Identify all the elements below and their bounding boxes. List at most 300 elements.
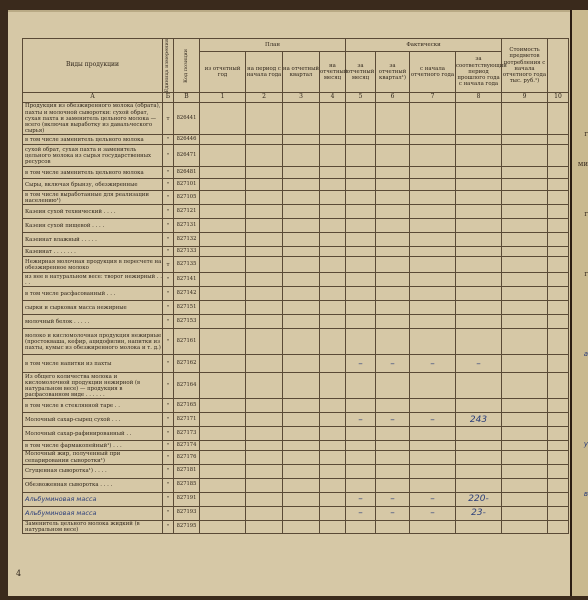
row-value-c6	[376, 373, 410, 399]
row-product-name: Казеин сухой технический . . . .	[23, 205, 163, 219]
row-value-c8	[456, 103, 502, 135]
row-empty-cell	[246, 373, 283, 399]
row-empty-cell	[548, 520, 569, 533]
table-row	[23, 399, 569, 413]
header-sub-c2: на период с начала года	[246, 51, 283, 93]
table-row	[23, 427, 569, 441]
row-empty-cell	[283, 205, 320, 219]
row-product-name: Продукция из обезжиренного молока (обрата), пахты и молочной сыворотки: сухой обрат, сухая пахта и заменитель цельного молока — всего (включая выработку из давальческого сырья)	[23, 103, 163, 135]
row-unit: "	[163, 492, 174, 506]
row-empty-cell	[320, 506, 346, 520]
row-empty-cell	[283, 287, 320, 301]
row-empty-cell	[320, 247, 346, 257]
row-value-c7: –	[410, 413, 456, 427]
row-value-c6	[376, 287, 410, 301]
row-unit: "	[163, 355, 174, 373]
row-value-c6	[376, 233, 410, 247]
row-empty-cell	[283, 478, 320, 492]
column-number: 1	[200, 93, 246, 103]
row-unit: "	[163, 145, 174, 167]
row-empty-cell	[548, 451, 569, 464]
row-value-c7	[410, 478, 456, 492]
row-empty-cell	[200, 373, 246, 399]
row-empty-cell	[502, 478, 548, 492]
table-row	[23, 135, 569, 145]
row-value-c5	[346, 135, 376, 145]
row-value-c8	[456, 373, 502, 399]
header-sub-c4: на отчетный месяц	[320, 51, 346, 93]
row-value-c8	[456, 287, 502, 301]
row-product-name: сухой обрат, сухая пахта и заменитель цельного молока из сырья государственных ресурсов	[23, 145, 163, 167]
row-empty-cell	[283, 301, 320, 315]
row-unit: "	[163, 247, 174, 257]
row-empty-cell	[320, 492, 346, 506]
row-value-c5	[346, 441, 376, 451]
production-table	[22, 38, 569, 534]
row-value-c7	[410, 167, 456, 179]
row-empty-cell	[246, 441, 283, 451]
row-empty-cell	[502, 451, 548, 464]
row-value-c5	[346, 191, 376, 205]
row-value-c5	[346, 233, 376, 247]
row-empty-cell	[548, 257, 569, 273]
row-code: 827165	[174, 399, 200, 413]
row-empty-cell	[283, 464, 320, 478]
row-code: 827135	[174, 257, 200, 273]
row-empty-cell	[502, 492, 548, 506]
row-empty-cell	[283, 315, 320, 329]
row-code: 827133	[174, 247, 200, 257]
row-value-c7	[410, 273, 456, 287]
row-value-c5	[346, 301, 376, 315]
row-empty-cell	[548, 287, 569, 301]
row-empty-cell	[283, 179, 320, 191]
header-code: Код позиции	[174, 39, 200, 93]
header-plan: План	[200, 39, 346, 52]
row-unit: т	[163, 103, 174, 135]
row-value-c8	[456, 399, 502, 413]
row-value-c6	[376, 219, 410, 233]
row-value-c8	[456, 135, 502, 145]
row-value-c5	[346, 179, 376, 191]
row-unit: "	[163, 413, 174, 427]
row-empty-cell	[548, 506, 569, 520]
row-code: 827121	[174, 205, 200, 219]
row-empty-cell	[283, 441, 320, 451]
row-unit: "	[163, 219, 174, 233]
row-empty-cell	[320, 399, 346, 413]
row-product-name: в том числе в стеклянной таре . .	[23, 399, 163, 413]
row-value-c8	[456, 329, 502, 355]
row-unit: "	[163, 233, 174, 247]
row-empty-cell	[320, 451, 346, 464]
row-empty-cell	[502, 179, 548, 191]
table-row	[23, 373, 569, 399]
row-empty-cell	[200, 287, 246, 301]
row-value-c7	[410, 329, 456, 355]
column-number: 7	[410, 93, 456, 103]
row-empty-cell	[246, 191, 283, 205]
row-value-c7: –	[410, 355, 456, 373]
row-value-c7	[410, 427, 456, 441]
header-product-types: Виды продукции	[23, 39, 163, 93]
row-empty-cell	[200, 492, 246, 506]
row-value-c6	[376, 451, 410, 464]
row-empty-cell	[246, 329, 283, 355]
row-empty-cell	[200, 464, 246, 478]
row-unit: "	[163, 441, 174, 451]
row-unit: "	[163, 506, 174, 520]
row-product-name: в том числе фармакопейный¹) . . .	[23, 441, 163, 451]
column-number: 4	[320, 93, 346, 103]
row-empty-cell	[320, 464, 346, 478]
row-unit: "	[163, 135, 174, 145]
header-col10	[548, 39, 569, 93]
table-row	[23, 464, 569, 478]
header-sub-c8: за соответствующий период прошлого года с начала года	[456, 51, 502, 93]
row-empty-cell	[502, 191, 548, 205]
row-code: 827171	[174, 413, 200, 427]
row-code: 827161	[174, 329, 200, 355]
row-value-c6	[376, 427, 410, 441]
row-empty-cell	[320, 427, 346, 441]
row-empty-cell	[200, 413, 246, 427]
column-number: 10	[548, 93, 569, 103]
row-empty-cell	[320, 441, 346, 451]
row-value-c6	[376, 257, 410, 273]
row-value-c6	[376, 145, 410, 167]
row-empty-cell	[502, 315, 548, 329]
row-value-c5: –	[346, 355, 376, 373]
row-value-c7	[410, 135, 456, 145]
row-code: 826481	[174, 167, 200, 179]
table-row	[23, 179, 569, 191]
row-empty-cell	[548, 167, 569, 179]
row-empty-cell	[283, 399, 320, 413]
row-empty-cell	[502, 103, 548, 135]
row-value-c7	[410, 441, 456, 451]
row-value-c7	[410, 247, 456, 257]
adjacent-page-edge: г ми г г а у в	[570, 10, 588, 596]
row-value-c8	[456, 273, 502, 287]
row-empty-cell	[502, 427, 548, 441]
row-value-c6	[376, 315, 410, 329]
row-value-c8	[456, 145, 502, 167]
row-product-name: Нежирная молочная продукция в пересчете на обезжиренное молоко	[23, 257, 163, 273]
row-value-c8	[456, 520, 502, 533]
row-code: 826441	[174, 103, 200, 135]
row-value-c6	[376, 167, 410, 179]
row-product-name: Заменитель цельного молока жидкий (в натуральном весе)	[23, 520, 163, 533]
row-empty-cell	[548, 478, 569, 492]
row-product-name: Из общего количества молока и кисломолочной продукции нежирной (в натуральном весе) — продукция в расфасованном виде . . . . . .	[23, 373, 163, 399]
row-empty-cell	[320, 233, 346, 247]
row-empty-cell	[283, 492, 320, 506]
row-code: 827101	[174, 179, 200, 191]
row-empty-cell	[246, 257, 283, 273]
row-empty-cell	[200, 247, 246, 257]
row-empty-cell	[200, 315, 246, 329]
row-value-c6: –	[376, 355, 410, 373]
row-empty-cell	[246, 506, 283, 520]
row-empty-cell	[320, 355, 346, 373]
row-empty-cell	[502, 135, 548, 145]
row-value-c8	[456, 451, 502, 464]
row-empty-cell	[502, 520, 548, 533]
row-value-c6	[376, 441, 410, 451]
row-empty-cell	[548, 329, 569, 355]
row-unit: "	[163, 287, 174, 301]
row-empty-cell	[283, 451, 320, 464]
row-empty-cell	[548, 219, 569, 233]
row-empty-cell	[246, 233, 283, 247]
row-product-name: Молочный сахар-сырец сухой . . .	[23, 413, 163, 427]
row-empty-cell	[320, 287, 346, 301]
column-number: 9	[502, 93, 548, 103]
row-empty-cell	[502, 464, 548, 478]
row-value-c7	[410, 257, 456, 273]
row-empty-cell	[200, 257, 246, 273]
row-unit: "	[163, 315, 174, 329]
row-empty-cell	[502, 247, 548, 257]
row-value-c8	[456, 219, 502, 233]
row-value-c6	[376, 191, 410, 205]
row-value-c5	[346, 329, 376, 355]
row-value-c6	[376, 135, 410, 145]
row-empty-cell	[320, 301, 346, 315]
row-value-c6	[376, 273, 410, 287]
row-empty-cell	[502, 233, 548, 247]
row-code: 827132	[174, 233, 200, 247]
row-empty-cell	[283, 329, 320, 355]
row-product-name: молочный белок . . . . .	[23, 315, 163, 329]
row-value-c7	[410, 315, 456, 329]
row-empty-cell	[283, 191, 320, 205]
row-value-c6: –	[376, 492, 410, 506]
table-row	[23, 492, 569, 506]
column-number: 6	[376, 93, 410, 103]
row-unit: "	[163, 191, 174, 205]
row-empty-cell	[502, 205, 548, 219]
row-empty-cell	[320, 135, 346, 145]
row-product-name: молоко и кисломолочная продукция нежирные (простокваша, кефир, ацидофилин, напитки из пахты, кумыс из обезжиренного молока и т. д.)	[23, 329, 163, 355]
row-empty-cell	[200, 506, 246, 520]
row-product-name: сырки и сырковая масса нежирные	[23, 301, 163, 315]
row-value-c8	[456, 464, 502, 478]
row-empty-cell	[283, 145, 320, 167]
row-value-c5	[346, 520, 376, 533]
row-product-name: Сыры, включая брынзу, обезжиренные	[23, 179, 163, 191]
row-empty-cell	[200, 219, 246, 233]
row-empty-cell	[246, 413, 283, 427]
row-code: 827142	[174, 287, 200, 301]
table-row	[23, 506, 569, 520]
row-product-name: Сгущенная сыворотка¹) . . . .	[23, 464, 163, 478]
row-value-c7	[410, 287, 456, 301]
row-value-c5	[346, 257, 376, 273]
table-row	[23, 301, 569, 315]
header-cost: Стоимость предметов потребления с начала отчетного года тыс. руб.¹)	[502, 39, 548, 93]
row-empty-cell	[502, 219, 548, 233]
column-number: А	[23, 93, 163, 103]
row-value-c8	[456, 301, 502, 315]
row-code: 827162	[174, 355, 200, 373]
table-row	[23, 355, 569, 373]
row-product-name: в том числе выработанные для реализации населению¹)	[23, 191, 163, 205]
column-number: В	[174, 93, 200, 103]
row-empty-cell	[246, 145, 283, 167]
row-value-c8	[456, 247, 502, 257]
row-value-c6: –	[376, 413, 410, 427]
row-empty-cell	[200, 233, 246, 247]
row-value-c8	[456, 478, 502, 492]
row-empty-cell	[200, 427, 246, 441]
row-value-c5	[346, 273, 376, 287]
table-row	[23, 103, 569, 135]
row-value-c5	[346, 205, 376, 219]
row-empty-cell	[320, 273, 346, 287]
row-value-c6	[376, 399, 410, 413]
row-empty-cell	[283, 273, 320, 287]
row-empty-cell	[320, 167, 346, 179]
row-value-c6	[376, 205, 410, 219]
row-empty-cell	[502, 373, 548, 399]
row-empty-cell	[283, 506, 320, 520]
row-value-c5	[346, 373, 376, 399]
row-value-c7	[410, 451, 456, 464]
row-code: 827185	[174, 478, 200, 492]
row-value-c5	[346, 167, 376, 179]
row-value-c5: –	[346, 506, 376, 520]
table-row	[23, 315, 569, 329]
row-empty-cell	[200, 520, 246, 533]
page-number: 4	[16, 569, 22, 578]
row-empty-cell	[283, 167, 320, 179]
row-value-c5	[346, 145, 376, 167]
row-product-name: из нее в натуральном весе: творог нежирный . . . .	[23, 273, 163, 287]
row-empty-cell	[283, 247, 320, 257]
row-code: 827176	[174, 451, 200, 464]
row-empty-cell	[246, 247, 283, 257]
column-number: 2	[246, 93, 283, 103]
row-unit: "	[163, 301, 174, 315]
table-row	[23, 478, 569, 492]
header-sub-c3: на отчетный квартал	[283, 51, 320, 93]
row-value-c8	[456, 257, 502, 273]
row-empty-cell	[246, 492, 283, 506]
row-empty-cell	[283, 373, 320, 399]
row-empty-cell	[200, 179, 246, 191]
row-value-c7	[410, 219, 456, 233]
row-empty-cell	[502, 506, 548, 520]
row-value-c7	[410, 233, 456, 247]
row-product-name: Казеин сухой пищевой . . . .	[23, 219, 163, 233]
row-value-c5	[346, 427, 376, 441]
column-number: 8	[456, 93, 502, 103]
row-empty-cell	[320, 145, 346, 167]
row-value-c8: 220-	[456, 492, 502, 506]
row-empty-cell	[548, 373, 569, 399]
row-empty-cell	[320, 219, 346, 233]
row-value-c5	[346, 451, 376, 464]
row-empty-cell	[200, 355, 246, 373]
row-value-c8	[456, 167, 502, 179]
row-unit: "	[163, 179, 174, 191]
row-unit: "	[163, 329, 174, 355]
row-empty-cell	[548, 413, 569, 427]
row-value-c7	[410, 399, 456, 413]
row-value-c7: –	[410, 506, 456, 520]
header-sub-c6: за отчетный квартал¹)	[376, 51, 410, 93]
header-actual: Фактически	[346, 39, 502, 52]
row-value-c6	[376, 464, 410, 478]
row-value-c8	[456, 191, 502, 205]
row-product-name: Казеинат влажный . . . . .	[23, 233, 163, 247]
row-empty-cell	[502, 167, 548, 179]
table-row	[23, 233, 569, 247]
row-value-c7	[410, 145, 456, 167]
row-value-c5	[346, 287, 376, 301]
row-unit: "	[163, 399, 174, 413]
row-value-c5	[346, 247, 376, 257]
row-value-c8: –	[456, 355, 502, 373]
table-row	[23, 413, 569, 427]
row-value-c6	[376, 329, 410, 355]
row-code: 827105	[174, 191, 200, 205]
row-empty-cell	[502, 355, 548, 373]
row-empty-cell	[246, 135, 283, 145]
column-number: Б	[163, 93, 174, 103]
row-product-name: в том числе напитки из пахты	[23, 355, 163, 373]
row-value-c6	[376, 520, 410, 533]
row-code: 827174	[174, 441, 200, 451]
table-row	[23, 451, 569, 464]
row-empty-cell	[548, 191, 569, 205]
row-empty-cell	[246, 219, 283, 233]
row-empty-cell	[283, 135, 320, 145]
row-empty-cell	[283, 219, 320, 233]
row-empty-cell	[548, 464, 569, 478]
row-unit: "	[163, 427, 174, 441]
row-value-c6	[376, 478, 410, 492]
row-empty-cell	[246, 355, 283, 373]
row-code: 827195	[174, 520, 200, 533]
row-empty-cell	[548, 179, 569, 191]
row-empty-cell	[200, 329, 246, 355]
row-empty-cell	[502, 257, 548, 273]
row-empty-cell	[246, 287, 283, 301]
scan-edge	[8, 10, 570, 12]
row-empty-cell	[200, 135, 246, 145]
row-empty-cell	[548, 273, 569, 287]
row-code: 827181	[174, 464, 200, 478]
form-page	[8, 10, 570, 596]
row-empty-cell	[548, 427, 569, 441]
header-unit: Единица измерения	[163, 39, 174, 93]
row-value-c7	[410, 464, 456, 478]
row-empty-cell	[246, 315, 283, 329]
row-empty-cell	[246, 301, 283, 315]
row-empty-cell	[283, 427, 320, 441]
row-empty-cell	[200, 205, 246, 219]
row-empty-cell	[283, 233, 320, 247]
row-value-c7	[410, 179, 456, 191]
table-row	[23, 205, 569, 219]
row-value-c5	[346, 103, 376, 135]
row-code: 827191	[174, 492, 200, 506]
row-empty-cell	[548, 441, 569, 451]
row-value-c7	[410, 191, 456, 205]
